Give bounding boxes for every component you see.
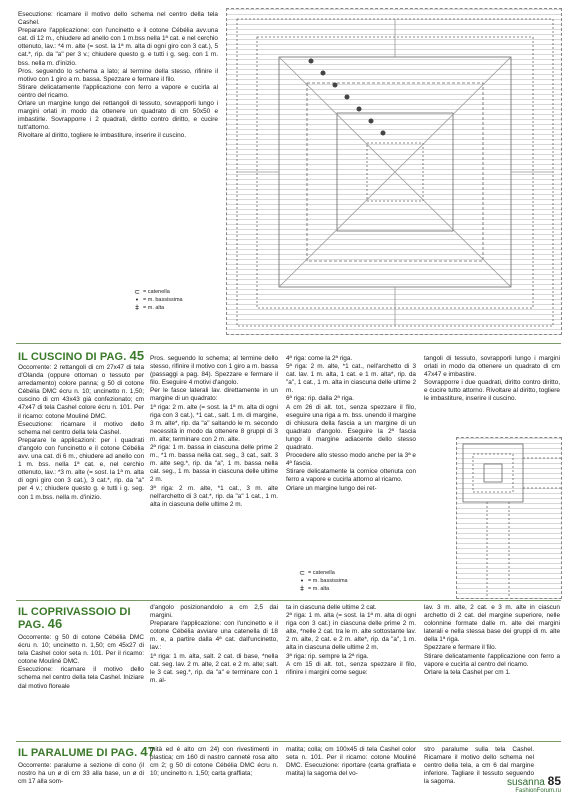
- cuscino-col-3: [286, 355, 416, 493]
- cuscino-para: 3ª riga: 2 m. alte, *1 cat., 3 m. alte nell'archetto di 3 cat.*, rip. da "a" 1 cat., 1 m. alta in ciascuna delle ultime 2 m.: [150, 484, 278, 508]
- double-crochet-icon: ǂ: [299, 585, 305, 593]
- coprivassoio-para: 1ª riga: 1 m. alta, salt. 2 cat. di base, *nella cat. seg. lav. 2 m. alte, 2 cat. e 2 m. alte; salt. le 3 cat. seg.*, rip. da "a" e terminare con 1 m. al-: [150, 652, 278, 684]
- paralume-col-2: [150, 746, 278, 778]
- section-page-number: 45: [129, 348, 145, 363]
- cuscino-col-2: [150, 355, 278, 509]
- cuscino-col-4: [424, 355, 560, 404]
- coprivassoio-para: Esecuzione: ricamare il motivo dello schema nel centro della tela Cashel. Iniziare dal motivo floreale: [18, 666, 144, 690]
- cuscino-para: Orlare un margine lungo dei ret-: [286, 484, 377, 492]
- paralume-para: matita; colla; cm 100x45 di tela Cashel color seta n. 101. Per il ricamo: cotone Mouliné DMC. Esecuzione: riportare (carta graffiata e matita) la sagoma del vo-: [286, 746, 416, 778]
- section-title: IL COPRIVASSOIO DI PAG.: [18, 606, 131, 631]
- cuscino-para: tangoli di tessuto, sovrapporli lungo i margini orlati in modo da ottenere un quadrato di cm 47x47 e imbastire.: [424, 355, 560, 379]
- section-page-number: 46: [47, 616, 63, 631]
- slip-stitch-icon: •: [135, 296, 139, 304]
- cuscino-para: A cm 26 di alt. tot., senza spezzare il filo, eseguire una riga a m. bss. unendo il margine di chiusura della fascia a un margine di un quadrato d'angolo. Eseguire la 2ª fascia lungo il margine adiacente dello stesso quadrato.: [286, 403, 416, 452]
- slip-stitch-icon: •: [300, 577, 304, 585]
- paralume-para: stro paralume sulla tela Cashel. Ricamare il motivo dello schema nel centro della tela, a cm 6 dal margine inferiore. Tagliare il tessuto seguendo la sagoma.: [424, 746, 534, 786]
- intro-para: Stirare delicatamente l'applicazione con ferro a vapore e cucirla al centro del ricamo.: [18, 83, 218, 99]
- crochet-chart-corner: [456, 437, 562, 599]
- coprivassoio-para: d'angolo posizionandolo a cm 2,5 dai margini.: [150, 604, 278, 620]
- coprivassoio-para: Orlare la tela Cashel per cm 1.: [424, 668, 511, 676]
- site-watermark: FashionForum.ru: [515, 788, 561, 794]
- legend-label: = m. alta: [143, 304, 165, 311]
- cuscino-para: Pros. seguendo lo schema; al termine dello stesso, rifinire il motivo con 1 giro a m. bassa (passaggi a pag. 84). Spezzare e fermare il filo. Eseguire 4 motivi d'angolo.: [150, 355, 278, 387]
- coprivassoio-para: lav. 3 m. alte, 2 cat. e 3 m. alte in ciascun archetto di 2 cat. del margine superiore, nelle colonnine formate dalle m. alte dei margini laterali e nella stessa base dei gruppi di m. alte della 1ª riga.: [424, 604, 560, 644]
- legend-label: = m. bassissima: [143, 296, 183, 303]
- section-page-number: 47: [140, 744, 156, 759]
- chain-icon: ⊂: [299, 569, 305, 577]
- coprivassoio-para: ta in ciascuna delle ultime 2 cat.: [286, 604, 377, 611]
- double-crochet-icon: ǂ: [134, 304, 140, 312]
- cuscino-para: 6ª riga: rip. dalla 2ª riga.: [286, 395, 354, 403]
- paralume-para: Occorrente: paralume a sezione di cono (il nostro ha un ø di cm 33 alla base, un ø di cm 17 alla som-: [18, 762, 144, 786]
- intro-para: Pros. seguendo lo schema a lato; al termine della stesso, rifinire il motivo con 1 giro a m. bassa. Spezzare e fermare il filo.: [18, 67, 218, 83]
- brand-name: susanna: [507, 777, 545, 788]
- cuscino-para: 1ª riga: 2 m. alte (= sost. la 1ª m. alta di ogni riga con 3 cat.), *1 cat., salt. 1 m. di margine, 3 m. alte*, rip. da "a" saltando le m. secondo necessità in modo da ottenere 8 gruppi di 3 m. alte; terminare con 2 m. alte.: [150, 403, 278, 443]
- coprivassoio-para: 3ª riga: rip. sempre la 2ª riga.: [286, 652, 369, 660]
- coprivassoio-col-3: [286, 604, 416, 677]
- legend-chart-1: [131, 288, 183, 312]
- legend-label: = catenella: [143, 288, 170, 295]
- cuscino-para: 4ª riga: come la 2ª riga.: [286, 355, 353, 362]
- coprivassoio-col-2: [150, 604, 278, 685]
- intro-para: Preparare l'applicazione: con l'uncinetto e il cotone Cébélia avv.una cat. di 12 m., chiudere ad anello con 1 m.bss nella 1ª cat. e nel cerchio ottenuto, lav.: *4 m. alte (= sost. la 1ª m. alta di ogni giro con 3 cat.), 5 cat.*, rip. da "a" per 3 v.; chiudere questo g. e tutti i g. seg. con 1 m. bss. nella m. d'inizio.: [18, 27, 218, 67]
- legend-chart-2: [296, 569, 348, 593]
- legend-label: = catenella: [308, 569, 335, 576]
- section-title: IL PARALUME DI PAG.: [18, 747, 138, 759]
- section-heading-coprivassoio: [18, 606, 144, 631]
- section-rule: [16, 741, 561, 742]
- coprivassoio-para: Preparare l'applicazione: con l'uncinetto e il cotone Cébélia avviare una catenella di 18 m. e, a partire dalla 4ª cat. dall'uncinetto, lav.:: [150, 620, 278, 652]
- coprivassoio-col-4: [424, 604, 560, 677]
- cuscino-para: 2ª riga: 1 m. bassa in ciascuna delle prime 2 m., *1 m. bassa nella cat. seg., 3 cat., salt. 3 m. alte seg.*, rip. da "a", 1 m. bassa nella cat. seg., 1 m. bassa in ciascuna delle ultime 2 m.: [150, 444, 278, 484]
- intro-para: Orlare un margine lungo dei rettangoli di tessuto, sovrapporli lungo i margini orlati in modo da ottenere un quadrato di cm 50x50 e imbastirle. Sovrapporre i 2 quadrati, diritto contro diritto, e cucire tutt'attorno.: [18, 100, 218, 132]
- cuscino-col-1: [18, 364, 144, 502]
- coprivassoio-col-1: [18, 634, 144, 691]
- cuscino-para: Sovrapporre i due quadrati, diritto contro diritto, e cucire tutto attorno. Rivoltare al diritto, togliere le imbastiture, inserire il cuscino.: [424, 379, 560, 403]
- cuscino-para: Stirare delicatamente la cornice ottenuta con ferro a vapore e cucirla attorno al ricamo.: [286, 468, 416, 484]
- coprivassoio-para: Spezzare e fermare il filo.: [424, 644, 497, 652]
- coprivassoio-para: Stirare delicatamente l'applicazione con ferro a vapore e cucirla al centro del ricamo.: [424, 652, 560, 668]
- paralume-col-3: [286, 746, 416, 778]
- section-title: IL CUSCINO DI PAG.: [18, 351, 127, 363]
- crochet-chart-square: [226, 8, 562, 335]
- section-rule: [16, 343, 561, 344]
- cuscino-para: Procedere allo stesso modo anche per la 3ª e 4ª fascia.: [286, 452, 416, 468]
- cuscino-para: Occorrente: 2 rettangoli di cm 27x47 di tela d'Olanda (oppure ottoman o tessuto per arredamento) colore panna; g 50 di cotone Cébélia DMC écru n. 10; uncinetto n. 1,50; cuscino di cm 43x43 già confezionato; cm 47x47 di tela Cashel colore écru n. 101. Per il ricamo: cotone Mouliné DMC.: [18, 364, 144, 420]
- section-heading-paralume: [18, 746, 155, 759]
- cuscino-para: Esecuzione: ricamare il motivo dello schema nel centro della tela Cashel.: [18, 420, 144, 436]
- coprivassoio-para: 2ª riga: 1 m. alta (= sost. la 1ª m. alta di ogni riga con 3 cat.) in ciascuna delle prime 2 m. alte, *nelle 2 cat. tra le m. alte sottostante lav. 2 m. alte, 2 cat. e 2 m. alte*, rip. da "a", 1 m. alta in ciascuna delle ultime 2 m.: [286, 612, 416, 652]
- coprivassoio-para: A cm 15 di alt. tot., senza spezzare il filo, rifinire i margini come segue:: [286, 660, 416, 676]
- page-number: 85: [547, 774, 561, 788]
- intro-text: [18, 11, 218, 141]
- coprivassoio-para: Occorrente: g 50 di cotone Cébélia DMC écru n. 10; uncinetto n. 1,50; cm 45x27 di tela Cashel color seta n. 101. Per il ricamo: cotone Mouliné DMC.: [18, 634, 144, 666]
- intro-para: Rivoltare al diritto, togliere le imbastiture, inserire il cuscino.: [18, 132, 186, 140]
- cuscino-para: 5ª riga: 2 m. alte, *1 cat., nell'archetto di 3 cat. lav. 1 m. alta, 1 cat. e 1 m. alta*, rip. da "a", 1 cat., 1 m. alta in ciascuna delle ultime 2 m.: [286, 363, 416, 395]
- section-rule: [16, 600, 561, 601]
- paralume-para: mità ed è alto cm 24) con rivestimenti in plastica; cm 160 di nastro canneté rosa alto cm 2; g 50 di cotone Cébélia DMC écru n. 10; uncinetto n. 1,50; carta graffiata;: [150, 746, 278, 778]
- legend-label: = m. alta: [308, 585, 330, 592]
- paralume-col-1: [18, 762, 144, 786]
- chain-icon: ⊂: [134, 288, 140, 296]
- page-footer: [507, 774, 561, 794]
- intro-para: Esecuzione: ricamare il motivo dello schema nel centro della tela Cashel.: [18, 11, 218, 27]
- legend-label: = m. bassissima: [308, 577, 348, 584]
- cuscino-para: Per le fasce laterali lav. direttamente in un margine di un quadrato:: [150, 387, 278, 403]
- section-heading-cuscino: [18, 350, 144, 363]
- cuscino-para: Preparare le applicazioni: per i quadrati d'angolo con l'uncinetto e il cotone Cébélia avv. una cat. di 6 m., chiudere ad anello con 1 m. bss. nella 1ª cat. e, nel cerchio ottenuto, lav.: *3 m. alte (= sost. la 1ª m. alta di ogni giro con 3 cat.), 3 cat.*, rip. da "a" per 4 v.; chiudere questo g. e tutti i g. seg. con 1 m.bss. nella m. d'inizio.: [18, 436, 144, 501]
